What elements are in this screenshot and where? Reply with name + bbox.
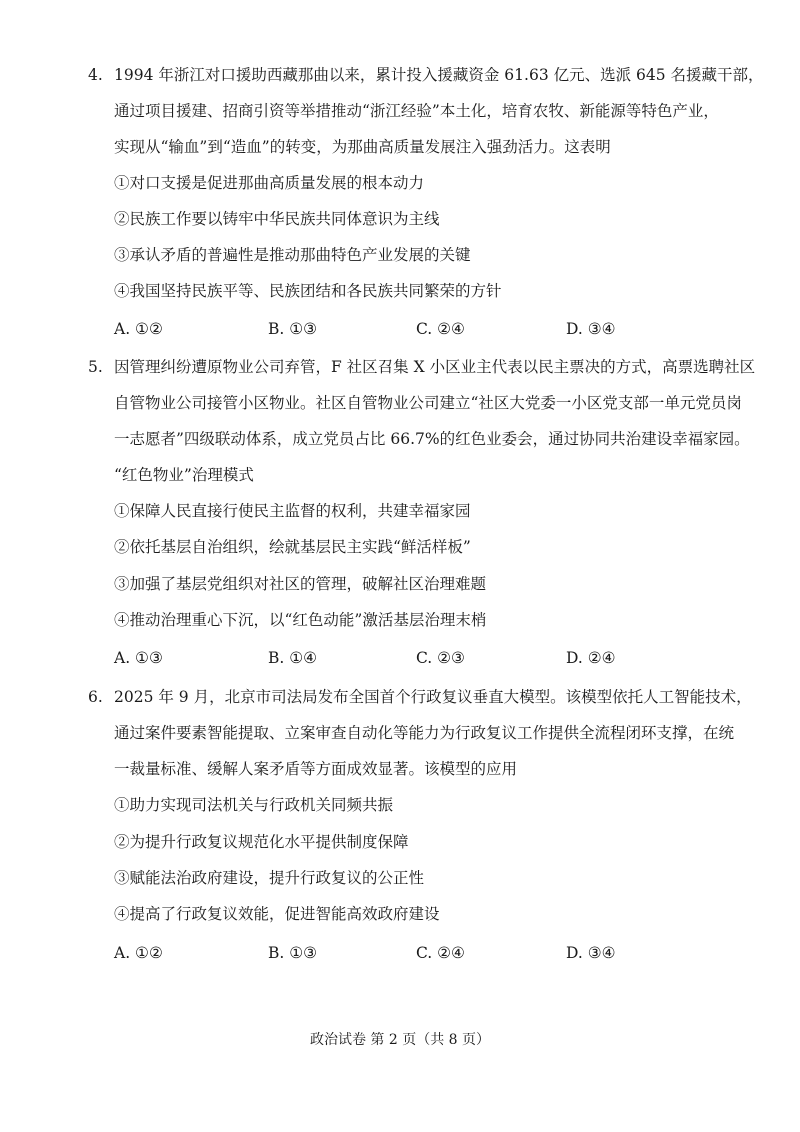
statement-3: ③加强了基层党组织对社区的管理，破解社区治理难题 [114,575,487,593]
choice-b: B. ①④ [268,649,318,667]
statement-1: ①对口支援是促进那曲高质量发展的根本动力 [114,174,425,192]
question-stem-line: 一志愿者”四级联动体系，成立党员占比 66.7%的红色业委会，通过协同共治建设幸福家园。 [114,430,750,448]
question-number: 5. [88,358,103,376]
question-stem-line: 自管物业公司接管小区物业。社区自管物业公司建立“社区大党委一小区党支部一单元党员岗 [114,394,742,412]
question-stem-line: 通过案件要素智能提取、立案审查自动化等能力为行政复议工作提供全流程闭环支撑，在统 [114,724,735,742]
statement-4: ④我国坚持民族平等、民族团结和各民族共同繁荣的方针 [114,282,502,300]
choice-a: A. ①③ [114,649,163,667]
statement-1: ①助力实现司法机关与行政机关同频共振 [114,796,394,814]
question-stem-line: 通过项目援建、招商引资等举措推动“浙江经验”本土化，培育农牧、新能源等特色产业， [114,102,719,120]
choice-c: C. ②④ [416,320,465,338]
statement-1: ①保障人民直接行使民主监督的权利，共建幸福家园 [114,502,471,520]
question-stem-line: 因管理纠纷遭原物业公司弃管，F 社区召集 X 小区业主代表以民主票决的方式，高票选聘社区 [114,358,756,376]
page-footer: 政治试卷 第 2 页（共 8 页） [309,1032,491,1048]
statement-3: ③赋能法治政府建设，提升行政复议的公正性 [114,869,425,887]
choice-a: A. ①② [114,944,163,962]
choice-d: D. ③④ [566,320,616,338]
statement-2: ②为提升行政复议规范化水平提供制度保障 [114,833,409,851]
choice-d: D. ②④ [566,649,616,667]
question-stem-line: 一裁量标准、缓解人案矛盾等方面成效显著。该模型的应用 [114,760,518,778]
statement-4: ④提高了行政复议效能，促进智能高效政府建设 [114,905,440,923]
question-stem-line: 2025 年 9 月，北京市司法局发布全国首个行政复议垂直大模型。该模型依托人工智能技术， [114,688,752,706]
question-number: 4. [88,66,103,84]
choice-d: D. ③④ [566,944,616,962]
choice-c: C. ②③ [416,649,465,667]
statement-3: ③承认矛盾的普遍性是推动那曲特色产业发展的关键 [114,246,471,264]
choice-b: B. ①③ [268,320,318,338]
choice-a: A. ①② [114,320,163,338]
question-number: 6. [88,688,103,706]
statement-4: ④推动治理重心下沉，以“红色动能”激活基层治理末梢 [114,611,487,629]
choice-b: B. ①③ [268,944,318,962]
question-stem-line: 实现从“输血”到“造血”的转变，为那曲高质量发展注入强劲活力。这表明 [114,138,611,156]
statement-2: ②依托基层自治组织，绘就基层民主实践“鲜活样板” [114,538,471,556]
question-stem-line: “红色物业”治理模式 [114,466,254,484]
statement-2: ②民族工作要以铸牢中华民族共同体意识为主线 [114,210,440,228]
question-stem-line: 1994 年浙江对口援助西藏那曲以来，累计投入援藏资金 61.63 亿元、选派 645 名援藏干部， [114,66,764,84]
choice-c: C. ②④ [416,944,465,962]
